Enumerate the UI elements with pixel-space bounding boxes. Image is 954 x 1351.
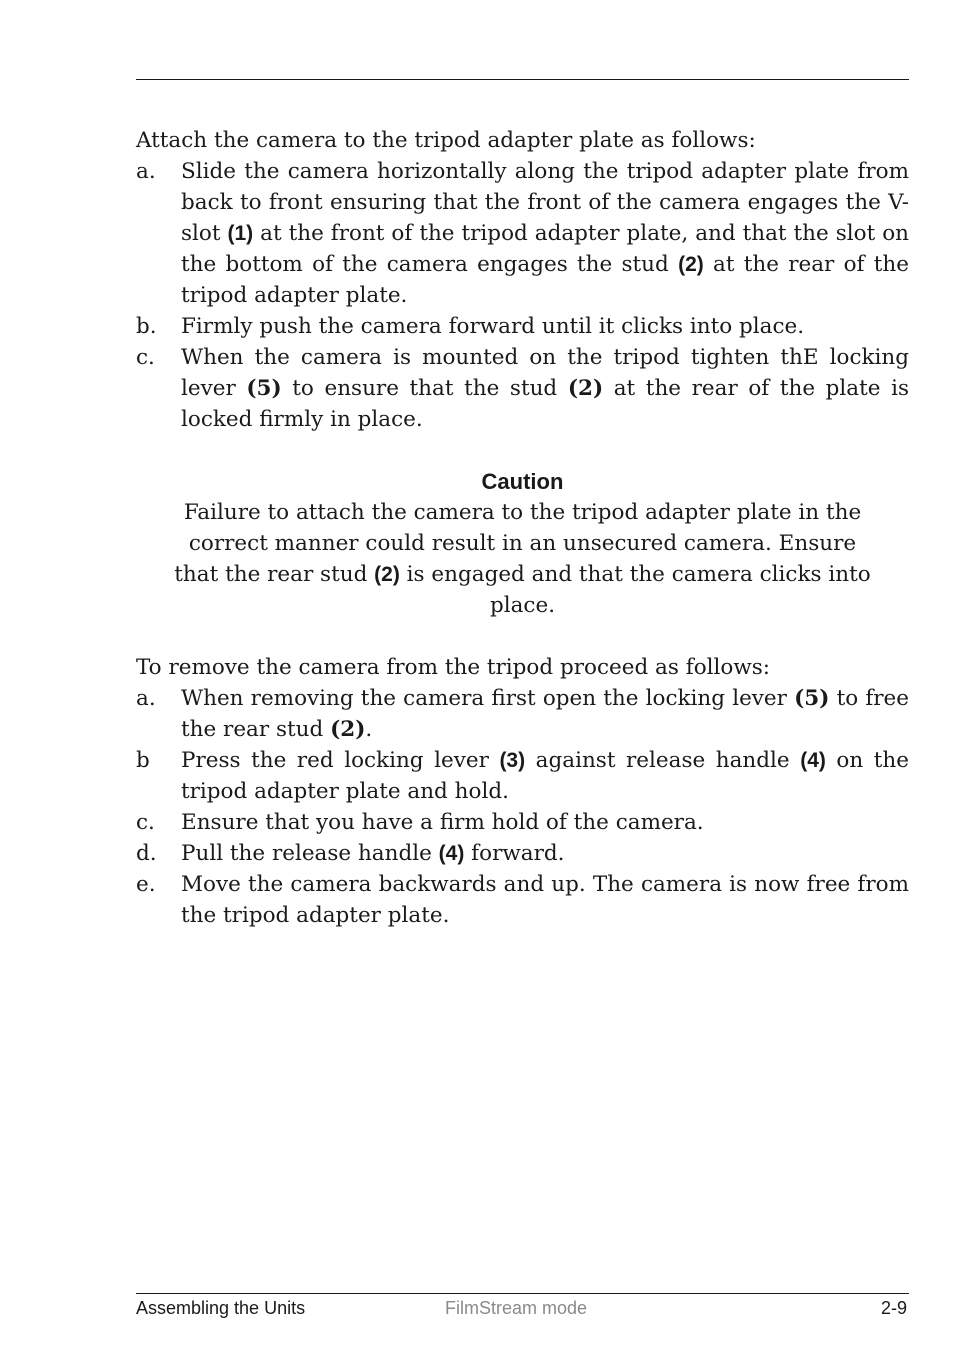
step-label: e. (136, 872, 156, 897)
step-label: d. (136, 841, 157, 866)
list-item (136, 342, 909, 435)
ref-number: (3) (499, 749, 526, 772)
list-item (136, 745, 909, 807)
ref-number: (5) (794, 686, 830, 711)
step-text: When removing the camera first open the locking lever (5) to free the rear stud (2). (181, 686, 910, 742)
step-text: Pull the release handle (4) forward. (181, 841, 565, 866)
step-label: a. (136, 686, 156, 711)
page-content (136, 125, 909, 931)
ref-number: (2) (330, 717, 366, 742)
footer-chapter-title: Assembling the Units (136, 1298, 306, 1318)
step-label: c. (136, 810, 155, 835)
step-text: Slide the camera horizontally along the tripod adapter plate from back to front ensuring that the front of the camera engages the V-slot (1) at the front of the tripod adapter plate, and that the slot on the bottom of the camera engages the stud (2) at the rear of the tripod adapter plate. (181, 159, 909, 308)
list-item (136, 807, 909, 838)
ref-number: (4) (800, 749, 826, 772)
caution-title: Caution (481, 469, 564, 494)
attach-steps (136, 156, 909, 435)
list-item (136, 869, 909, 931)
list-item (136, 838, 909, 869)
step-label: b. (136, 314, 157, 339)
page-footer (136, 1298, 909, 1324)
page-number: 2-9 (880, 1298, 907, 1318)
footer-rule (136, 1293, 909, 1294)
ref-number: (5) (246, 376, 282, 401)
ref-number: (2) (678, 253, 704, 276)
ref-number: (2) (374, 563, 400, 586)
attach-intro: Attach the camera to the tripod adapter plate as follows: (136, 128, 756, 153)
header-rule (136, 79, 909, 80)
remove-intro: To remove the camera from the tripod proceed as follows: (136, 655, 771, 680)
remove-section (136, 652, 909, 931)
step-text: Press the red locking lever (3) against release handle (4) on the tripod adapter plate and hold. (181, 748, 909, 804)
step-text: Ensure that you have a firm hold of the camera. (181, 810, 704, 835)
remove-steps (136, 683, 909, 931)
ref-number: (2) (567, 376, 604, 401)
step-text: Firmly push the camera forward until it clicks into place. (181, 314, 805, 339)
list-item (136, 311, 909, 342)
ref-number: (1) (227, 222, 254, 245)
caution-text: Failure to attach the camera to the tripod adapter plate in the correct manner could result in an unsecured camera. Ensure that the rear stud (2) is engaged and that the camera clicks into place. (174, 500, 871, 618)
step-label: b (136, 748, 150, 773)
step-label: a. (136, 159, 156, 184)
caution-box (136, 466, 909, 621)
step-text: When the camera is mounted on the tripod tighten thE locking lever (5) to ensure that the stud (2) at the rear of the plate is locked firmly in place. (181, 345, 909, 432)
ref-number: (4) (438, 842, 465, 865)
list-item (136, 156, 909, 311)
step-label: c. (136, 345, 155, 370)
list-item (136, 683, 909, 745)
step-text: Move the camera backwards and up. The camera is now free from the tripod adapter plate. (181, 872, 909, 928)
footer-section-title: FilmStream mode (445, 1298, 588, 1318)
